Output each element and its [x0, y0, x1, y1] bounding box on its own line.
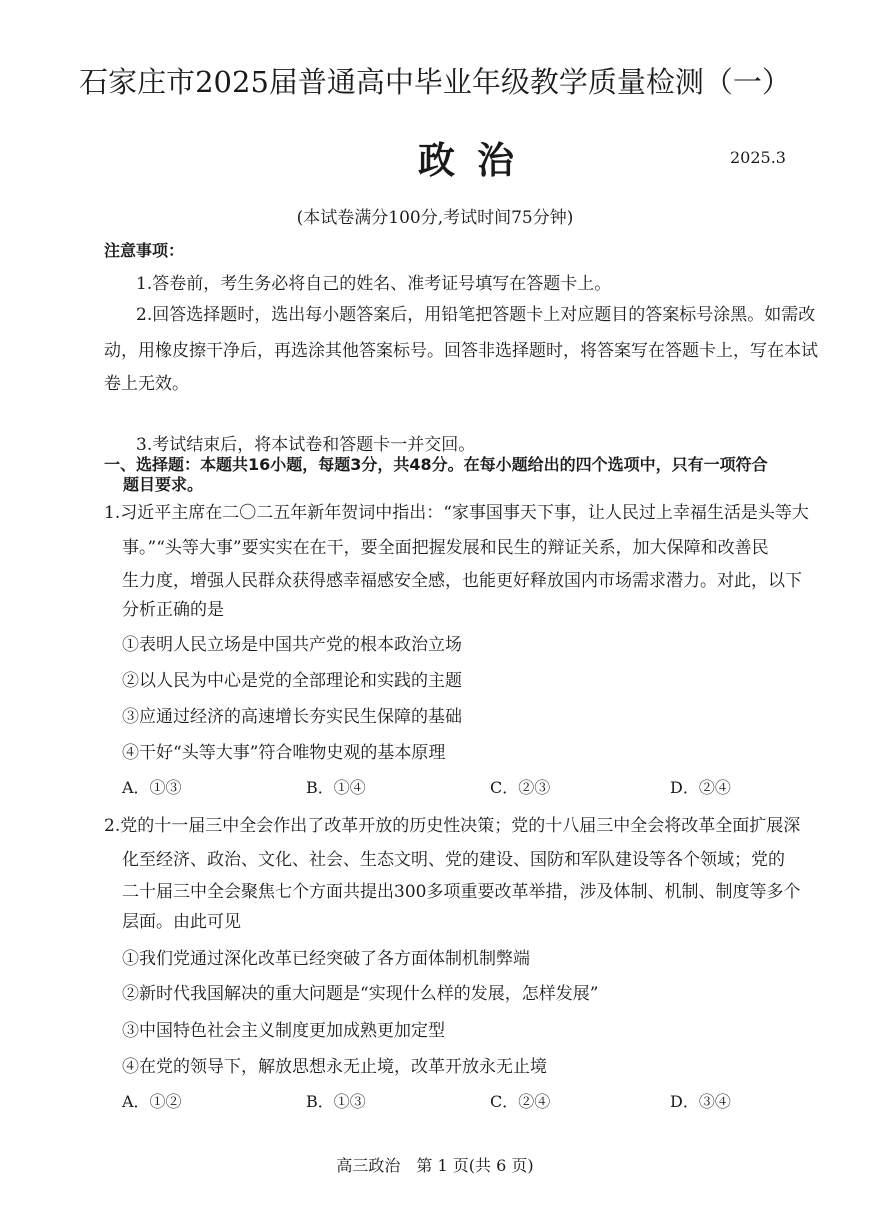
section-heading-cont: 题目要求。 — [123, 475, 204, 494]
question-1-stem: 分析正确的是 — [122, 600, 224, 620]
notice-heading: 注意事项： — [104, 241, 185, 260]
notice-line: 动，用橡皮擦干净后，再选涂其他答案标号。回答非选择题时，将答案写在答题卡上，写在本试 — [104, 341, 818, 361]
question-2-item: ④在党的领导下，解放思想永无止境，改革开放永无止境 — [122, 1057, 547, 1077]
question-1-stem: 生力度，增强人民群众获得感幸福感安全感，也能更好释放国内市场需求潜力。对此，以下 — [122, 571, 802, 591]
question-1-item: ②以人民为中心是党的全部理论和实践的主题 — [122, 671, 462, 691]
question-1-option-a: A．①③ — [122, 778, 182, 797]
notice-line: 2.回答选择题时，选出每小题答案后，用铅笔把答题卡上对应题目的答案标号涂黑。如需改 — [136, 305, 816, 325]
exam-title: 石家庄市2025届普通高中毕业年级教学质量检测（一） — [79, 65, 791, 99]
question-2-item: ③中国特色社会主义制度更加成熟更加定型 — [122, 1021, 445, 1041]
page-footer: 高三政治 第 1 页(共 6 页) — [336, 1156, 534, 1175]
question-1-item: ③应通过经济的高速增长夯实民生保障的基础 — [122, 707, 462, 727]
question-2-option-a: A．①② — [122, 1092, 182, 1111]
question-1-item: ④干好“头等大事”符合唯物史观的基本原理 — [122, 743, 446, 763]
question-2-option-c: C．②④ — [490, 1092, 551, 1111]
notice-line: 1.答卷前，考生务必将自己的姓名、准考证号填写在答题卡上。 — [136, 274, 612, 294]
question-2-stem: 二十届三中全会聚焦七个方面共提出300多项重要改革举措，涉及体制、机制、制度等多个 — [122, 882, 801, 902]
question-2-option-d: D．③④ — [670, 1092, 731, 1111]
question-2-stem: 化至经济、政治、文化、社会、生态文明、党的建设、国防和军队建设等各个领域；党的 — [122, 850, 785, 870]
question-1-stem: 1.习近平主席在二〇二五年新年贺词中指出：“家事国事天下事，让人民过上幸福生活是头等大 — [104, 503, 809, 523]
exam-info: (本试卷满分100分,考试时间75分钟) — [296, 208, 574, 228]
notice-line: 卷上无效。 — [104, 374, 189, 394]
question-1-option-c: C．②③ — [490, 778, 551, 797]
question-1-stem: 事。”“头等大事”要实实在在干，要全面把握发展和民生的辩证关系，加大保障和改善民 — [122, 538, 769, 558]
question-2-stem: 2.党的十一届三中全会作出了改革开放的历史性决策；党的十八届三中全会将改革全面扩展深 — [104, 816, 801, 836]
subject-title: 政治 — [418, 138, 536, 182]
question-1-option-d: D．②④ — [670, 778, 731, 797]
question-1-option-b: B．①④ — [306, 778, 366, 797]
exam-date: 2025.3 — [730, 148, 786, 167]
section-heading: 一、选择题：本题共16小题，每题3分，共48分。在每小题给出的四个选项中，只有一项符合 — [104, 455, 768, 474]
question-1-item: ①表明人民立场是中国共产党的根本政治立场 — [122, 635, 462, 655]
question-2-option-b: B．①③ — [306, 1092, 366, 1111]
question-2-stem: 层面。由此可见 — [122, 912, 241, 932]
question-2-item: ②新时代我国解决的重大问题是“实现什么样的发展，怎样发展” — [122, 984, 599, 1004]
notice-line: 3.考试结束后，将本试卷和答题卡一并交回。 — [136, 435, 476, 455]
question-2-item: ①我们党通过深化改革已经突破了各方面体制机制弊端 — [122, 949, 530, 969]
